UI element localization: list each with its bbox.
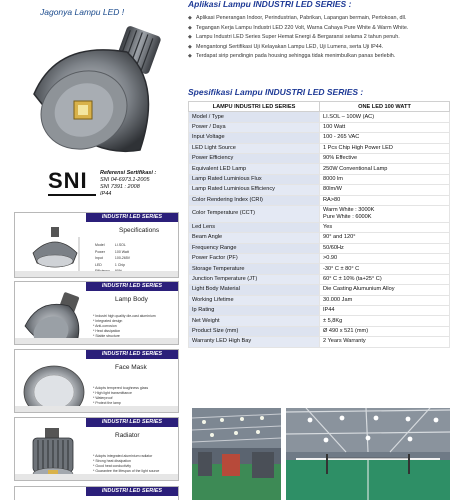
spec-value: IP44 bbox=[320, 306, 450, 316]
spec-value: ± 5,8Kg bbox=[320, 316, 450, 326]
spec-key: Led Lens bbox=[189, 222, 320, 232]
card-notes bbox=[93, 386, 148, 406]
spec-col-header-model: ONE LED 100 WATT bbox=[320, 102, 450, 112]
card-title: Face Mask bbox=[115, 364, 147, 371]
spec-value: Die Casting Alumunium Alloy bbox=[320, 285, 450, 295]
card-specifications bbox=[14, 212, 179, 278]
spec-key: Model / Type bbox=[189, 112, 320, 122]
card-footer-strip bbox=[15, 338, 179, 344]
table-row bbox=[189, 185, 450, 195]
cct-warm: Warm White : 3000K bbox=[323, 206, 375, 213]
sni-references bbox=[100, 170, 156, 198]
mini-spec-row bbox=[95, 256, 133, 261]
card-title: Lamp Body bbox=[115, 296, 148, 303]
face-mask-image bbox=[19, 358, 89, 413]
card-note: * Integrated design bbox=[93, 319, 123, 323]
table-row bbox=[189, 337, 450, 347]
spec-value: 90° and 120° bbox=[320, 233, 450, 243]
card-lamp-body bbox=[14, 281, 179, 345]
card-footer-strip bbox=[15, 406, 179, 412]
spec-table-header-row bbox=[189, 102, 450, 112]
table-row-cct bbox=[189, 205, 450, 222]
spec-key: Net Weight bbox=[189, 316, 320, 326]
sni-underline bbox=[48, 194, 96, 196]
spec-value: -30° C ± 80° C bbox=[320, 264, 450, 274]
table-row bbox=[189, 112, 450, 122]
spec-value: >0.90 bbox=[320, 254, 450, 264]
mini-spec-value: 100 Watt bbox=[114, 249, 129, 254]
card-title: Radiator bbox=[115, 432, 140, 439]
list-item: ◆ Terdapat sirip pendingin pada housing sehingga tidak menimbulkan panas berlebih. bbox=[188, 52, 450, 62]
sni-logo: SNI bbox=[48, 168, 88, 193]
card-note: * Protect the lamp bbox=[93, 401, 121, 405]
spec-value: Ø 490 x 521 (mm) bbox=[320, 326, 450, 336]
sni-certification bbox=[42, 166, 182, 206]
spec-key: Lamp Rated Luminious Efficiency bbox=[189, 185, 320, 195]
card-footer-strip bbox=[15, 474, 179, 480]
table-row bbox=[189, 316, 450, 326]
spec-key: Storage Temperature bbox=[189, 264, 320, 274]
table-row bbox=[189, 233, 450, 243]
card-note: * Guarantee the lifespan of the light source bbox=[93, 469, 160, 473]
spec-heading: Spesifikasi Lampu INDUSTRI LED SERIES : bbox=[188, 87, 364, 97]
table-row bbox=[189, 306, 450, 316]
table-row bbox=[189, 285, 450, 295]
lamp-body-image bbox=[19, 290, 89, 345]
card-note: * Stable structure bbox=[93, 334, 120, 338]
spec-key: Product Size (mm) bbox=[189, 326, 320, 336]
spec-key: LED Light Source bbox=[189, 143, 320, 153]
card-note: * Adopts integrated aluminium radiator bbox=[93, 454, 153, 458]
spec-col-header-product: LAMPU INDUSTRI LED SERIES bbox=[189, 102, 320, 112]
spec-key: Light Body Material bbox=[189, 285, 320, 295]
mini-spec-key: LED bbox=[95, 262, 102, 267]
table-row bbox=[189, 143, 450, 153]
table-row bbox=[189, 174, 450, 184]
spec-key: Input Voltage bbox=[189, 133, 320, 143]
spec-value: LI.SOL – 100W (AC) bbox=[320, 112, 450, 122]
cct-pure: Pure White : 6000K bbox=[323, 213, 372, 220]
card-note: * Adopts tempered toughness glass bbox=[93, 386, 149, 390]
radiator-image bbox=[19, 426, 89, 481]
spec-key: Color Rendering Index (CRI) bbox=[189, 195, 320, 205]
spec-key: Power / Daya bbox=[189, 122, 320, 132]
card-note: * High light transmittance bbox=[93, 391, 132, 395]
card-header: INDUSTRI LED SERIES bbox=[86, 282, 178, 291]
spec-key: Junction Temperature (JT) bbox=[189, 274, 320, 284]
spec-value: 2 Years Warranty bbox=[320, 337, 450, 347]
mini-spec-row bbox=[95, 243, 133, 248]
spec-value: Yes bbox=[320, 222, 450, 232]
card-note: * Strong heat dissipation bbox=[93, 459, 131, 463]
card-header: INDUSTRI LED SERIES bbox=[86, 487, 178, 496]
card-face-mask bbox=[14, 349, 179, 413]
table-row bbox=[189, 133, 450, 143]
card-note: * Heat dissipation bbox=[93, 329, 121, 333]
card-header: INDUSTRI LED SERIES bbox=[86, 213, 178, 222]
spec-key: Power Factor (PF) bbox=[189, 254, 320, 264]
spec-key: Equivalent LED Lamp bbox=[189, 164, 320, 174]
led-highbay-lamp-image bbox=[22, 22, 172, 172]
card-header: INDUSTRI LED SERIES bbox=[86, 350, 178, 359]
spec-key: Power Efficiency bbox=[189, 153, 320, 163]
table-row bbox=[189, 274, 450, 284]
spec-value: 1 Pcs Chip High Power LED bbox=[320, 143, 450, 153]
sni-ref-1: SNI 04-6973.1-2005 bbox=[100, 177, 150, 183]
card-partial bbox=[14, 486, 179, 500]
spec-value: 80lm/W bbox=[320, 185, 450, 195]
card-notes bbox=[93, 454, 159, 474]
spec-key: Warranty LED High Bay bbox=[189, 337, 320, 347]
spec-value: 100 - 265 VAC bbox=[320, 133, 450, 143]
sports-hall-photo bbox=[286, 408, 450, 500]
table-row bbox=[189, 122, 450, 132]
tagline: Jagonya Lampu LED ! bbox=[40, 7, 125, 17]
spec-value: 90% Effective bbox=[320, 153, 450, 163]
spec-key: Color Temperature (CCT) bbox=[189, 205, 320, 222]
table-row bbox=[189, 195, 450, 205]
spec-value: 60° C ± 10% (ta+25° C) bbox=[320, 274, 450, 284]
small-lamp-image bbox=[19, 223, 89, 278]
list-item: ◆ Lampu Industri LED Series Super Hemat Energi & Bergaransi selama 2 tahun penuh. bbox=[188, 33, 450, 43]
mini-spec-key: Input bbox=[95, 256, 103, 261]
card-footer-strip bbox=[15, 271, 179, 277]
table-row bbox=[189, 264, 450, 274]
applications-list bbox=[188, 14, 450, 62]
table-row bbox=[189, 243, 450, 253]
card-note: * Good heat conductivity bbox=[93, 464, 131, 468]
mini-spec-key: Power bbox=[95, 249, 105, 254]
spec-key: Working Lifetime bbox=[189, 295, 320, 305]
table-row bbox=[189, 254, 450, 264]
spec-value: 250W Conventional Lamp bbox=[320, 164, 450, 174]
card-note: * Anti-corrosion bbox=[93, 324, 117, 328]
table-row bbox=[189, 153, 450, 163]
card-note: * Industri high quality die-cast aluminium bbox=[93, 314, 156, 318]
spec-key: Beam Angle bbox=[189, 233, 320, 243]
table-row bbox=[189, 326, 450, 336]
spec-key: Lamp Rated Luminious Flux bbox=[189, 174, 320, 184]
mini-spec-key: Model bbox=[95, 243, 105, 247]
mini-spec-row bbox=[95, 263, 133, 268]
mini-spec-value: 1 Chip bbox=[114, 262, 126, 267]
warehouse-photo bbox=[192, 408, 281, 500]
spec-value: 100 Watt bbox=[320, 122, 450, 132]
left-column bbox=[0, 0, 180, 500]
applications-heading: Aplikasi Lampu INDUSTRI LED SERIES : bbox=[188, 0, 352, 9]
table-row bbox=[189, 164, 450, 174]
card-radiator bbox=[14, 417, 179, 481]
sni-ref-3: IP44 bbox=[100, 191, 112, 197]
card-note: * Waterproof bbox=[93, 396, 113, 400]
spec-value: 8000 lm bbox=[320, 174, 450, 184]
list-item: ◆ Mengantongi Sertifikasi Uji Kelayakan Lampu LED, Uji Lumens, serta Uji IP44. bbox=[188, 43, 450, 53]
table-row bbox=[189, 295, 450, 305]
mini-spec-value: 100-265V bbox=[114, 256, 131, 261]
card-header: INDUSTRI LED SERIES bbox=[86, 418, 178, 427]
spec-key: Frequency Range bbox=[189, 243, 320, 253]
spec-value: RA>80 bbox=[320, 195, 450, 205]
sni-ref-label: Referensi Sertifikasi : bbox=[100, 170, 157, 176]
mini-spec-value: LI.SOL bbox=[114, 243, 126, 247]
card-title: Specifications bbox=[119, 227, 160, 234]
list-item: ◆ Tegangan Kerja Lampu Industri LED 220 Volt, Warna Cahaya Pure White & Warm White. bbox=[188, 24, 450, 34]
spec-key: Ip Rating bbox=[189, 306, 320, 316]
spec-table bbox=[188, 101, 450, 348]
list-item: ◆ Aplikasi Penerangan Indoor, Perindustrian, Pabrikan, Lapangan bermain, Pertokoan, dll. bbox=[188, 14, 450, 24]
table-row bbox=[189, 222, 450, 232]
spec-value: 50/60Hz bbox=[320, 243, 450, 253]
spec-value-cct bbox=[320, 205, 450, 222]
mini-spec-row bbox=[95, 250, 133, 255]
sni-ref-2: SNI 7391 : 2008 bbox=[100, 184, 140, 190]
spec-value: 30.000 Jam bbox=[320, 295, 450, 305]
